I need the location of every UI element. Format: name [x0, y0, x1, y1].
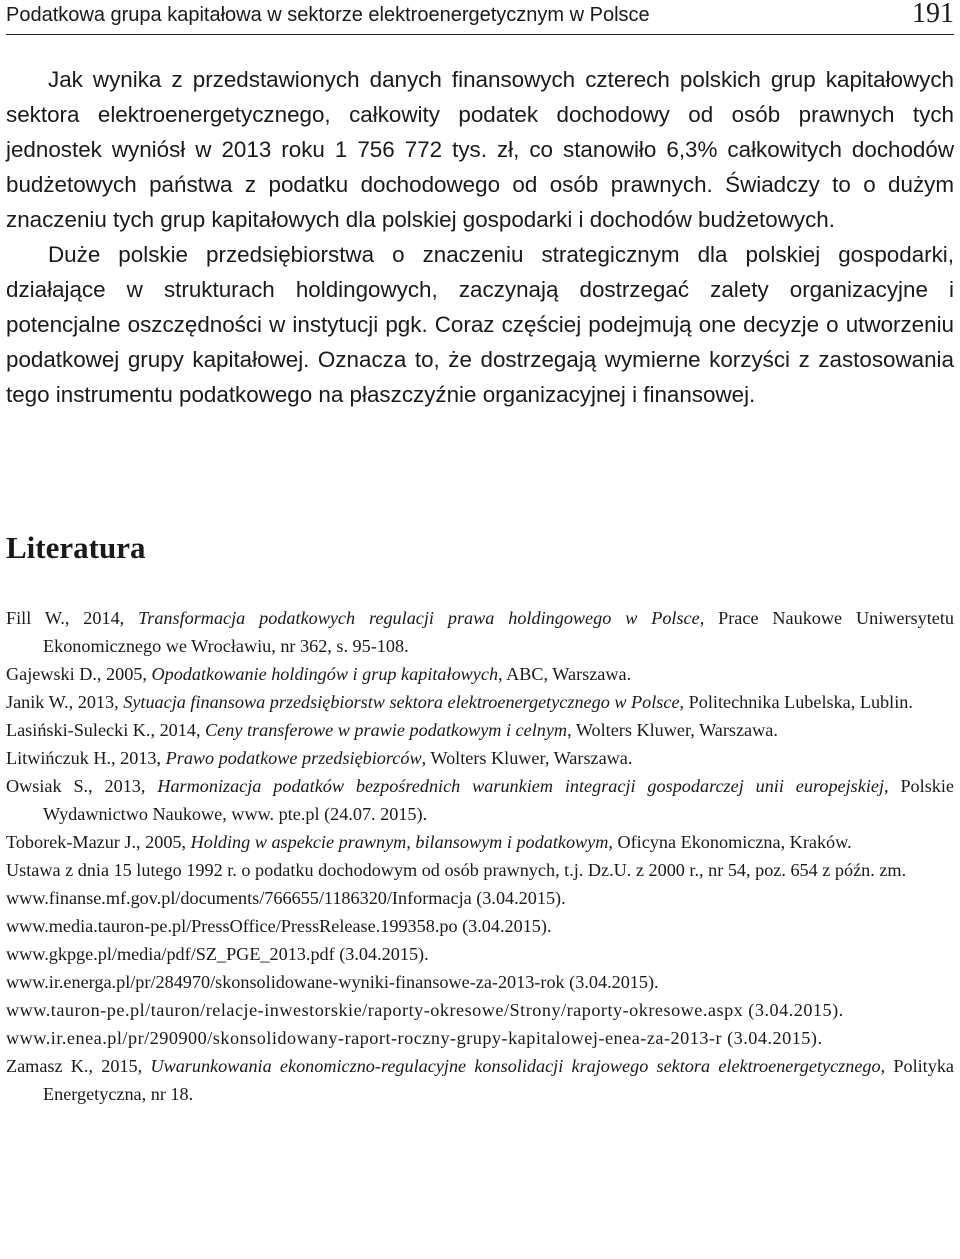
entry-author-year: Zamasz K., 2015, [6, 1056, 151, 1076]
bibliography-entry [6, 604, 954, 660]
entry-author-year: Owsiak S., 2013, [6, 776, 158, 796]
bibliography-list [6, 604, 954, 1108]
entry-text: Ustawa z dnia 15 lutego 1992 r. o podatku dochodowym od osób prawnych, t.j. Dz.U. z 2000 r., nr 54, poz. 654 z późn. zm. [6, 860, 907, 880]
bibliography-entry [6, 660, 954, 688]
entry-publisher: , Politechnika Lubelska, Lublin. [679, 692, 913, 712]
bibliography-entry [6, 688, 954, 716]
entry-url: www.ir.enea.pl/pr/290900/skonsolidowany-raport-roczny-grupy-kapitalowej-enea-za-2013-r (3.04.2015). [6, 1028, 823, 1048]
entry-url: www.finanse.mf.gov.pl/documents/766655/1186320/Informacja (3.04.2015). [6, 888, 566, 908]
running-header [6, 0, 954, 35]
body-text [6, 62, 954, 412]
bibliography-entry [6, 1052, 954, 1108]
bibliography-entry [6, 744, 954, 772]
section-heading-literature: Literatura [6, 530, 146, 565]
entry-publisher: , Oficyna Ekonomiczna, Kraków. [608, 832, 852, 852]
page-number: 191 [912, 0, 954, 29]
entry-title: Holding w aspekcie prawnym, bilansowym i podatkowym [190, 832, 609, 852]
entry-author-year: Gajewski D., 2005, [6, 664, 152, 684]
bibliography-entry [6, 772, 954, 828]
entry-url: www.ir.energa.pl/pr/284970/skonsolidowane-wyniki-finansowe-za-2013-rok (3.04.2015). [6, 972, 659, 992]
bibliography-entry [6, 856, 954, 884]
entry-title: Ceny transferowe w prawie podatkowym i celnym [205, 720, 568, 740]
entry-title: Sytuacja finansowa przedsiębiorstw sektora elektroenergetycznego w Polsce [123, 692, 680, 712]
bibliography-entry-url [6, 1024, 954, 1052]
bibliography-entry-url [6, 912, 954, 940]
entry-title: Uwarunkowania ekonomiczno-regulacyjne konsolidacji krajowego sektora elektroenergetycznego [150, 1056, 881, 1076]
entry-author-year: Janik W., 2013, [6, 692, 124, 712]
bibliography-entry-url [6, 996, 954, 1024]
bibliography-entry [6, 716, 954, 744]
entry-author-year: Litwińczuk H., 2013, [6, 748, 166, 768]
paragraph: Jak wynika z przedstawionych danych finansowych czterech polskich grup kapitałowych sektora elektroenergetycznego, całkowity podatek dochodowy od osób prawnych tych jednostek wyniósł w 2013 roku 1 756 772 tys. zł, co stanowiło 6,3% całkowitych dochodów budżetowych państwa z podatku dochodowego od osób prawnych. Świadczy to o dużym znaczeniu tych grup kapitałowych dla polskiej gospodarki i dochodów budżetowych. [6, 67, 954, 232]
entry-publisher: , ABC, Warszawa. [498, 664, 632, 684]
entry-author-year: Fill W., 2014, [6, 608, 139, 628]
paragraph: Duże polskie przedsiębiorstwa o znaczeniu strategicznym dla polskiej gospodarki, działające w strukturach holdingowych, zaczynają dostrzegać zalety organizacyjne i potencjalne oszczędności w instytucji pgk. Coraz częściej podejmują one decyzje o utworzeniu podatkowej grupy kapitałowej. Oznacza to, że dostrzegają wymierne korzyści z zastosowania tego instrumentu podatkowego na płaszczyźnie organizacyjnej i finansowej. [6, 242, 954, 407]
entry-publisher: , Wolters Kluwer, Warszawa. [567, 720, 778, 740]
entry-url: www.gkpge.pl/media/pdf/SZ_PGE_2013.pdf (3.04.2015). [6, 944, 429, 964]
bibliography-entry-url [6, 968, 954, 996]
entry-publisher: , Prace Naukowe Uniwersytetu Ekonomicznego we Wrocławiu, nr 362, s. 95-108. [43, 608, 954, 656]
entry-author-year: Lasiński-Sulecki K., 2014, [6, 720, 206, 740]
entry-publisher: , Polityka Energetyczna, nr 18. [43, 1056, 954, 1104]
entry-author-year: Toborek-Mazur J., 2005, [6, 832, 191, 852]
bibliography-entry-url [6, 940, 954, 968]
entry-url: www.tauron-pe.pl/tauron/relacje-inwestorskie/raporty-okresowe/Strony/raporty-okresowe.aspx (3.04.2015). [6, 1000, 844, 1020]
entry-url: www.media.tauron-pe.pl/PressOffice/PressRelease.199358.po (3.04.2015). [6, 916, 552, 936]
entry-title: Opodatkowanie holdingów i grup kapitałowych [151, 664, 499, 684]
entry-title: Prawo podatkowe przedsiębiorców [165, 748, 422, 768]
entry-publisher: , Wolters Kluwer, Warszawa. [421, 748, 633, 768]
entry-publisher: , Polskie Wydawnictwo Naukowe, www. pte.pl (24.07. 2015). [43, 776, 954, 824]
bibliography-entry-url [6, 884, 954, 912]
bibliography-entry [6, 828, 954, 856]
running-title: Podatkowa grupa kapitałowa w sektorze elektroenergetycznym w Polsce [6, 4, 650, 26]
entry-title: Transformacja podatkowych regulacji prawa holdingowego w Polsce [138, 608, 700, 628]
entry-title: Harmonizacja podatków bezpośrednich warunkiem integracji gospodarczej unii europejskiej [157, 776, 885, 796]
